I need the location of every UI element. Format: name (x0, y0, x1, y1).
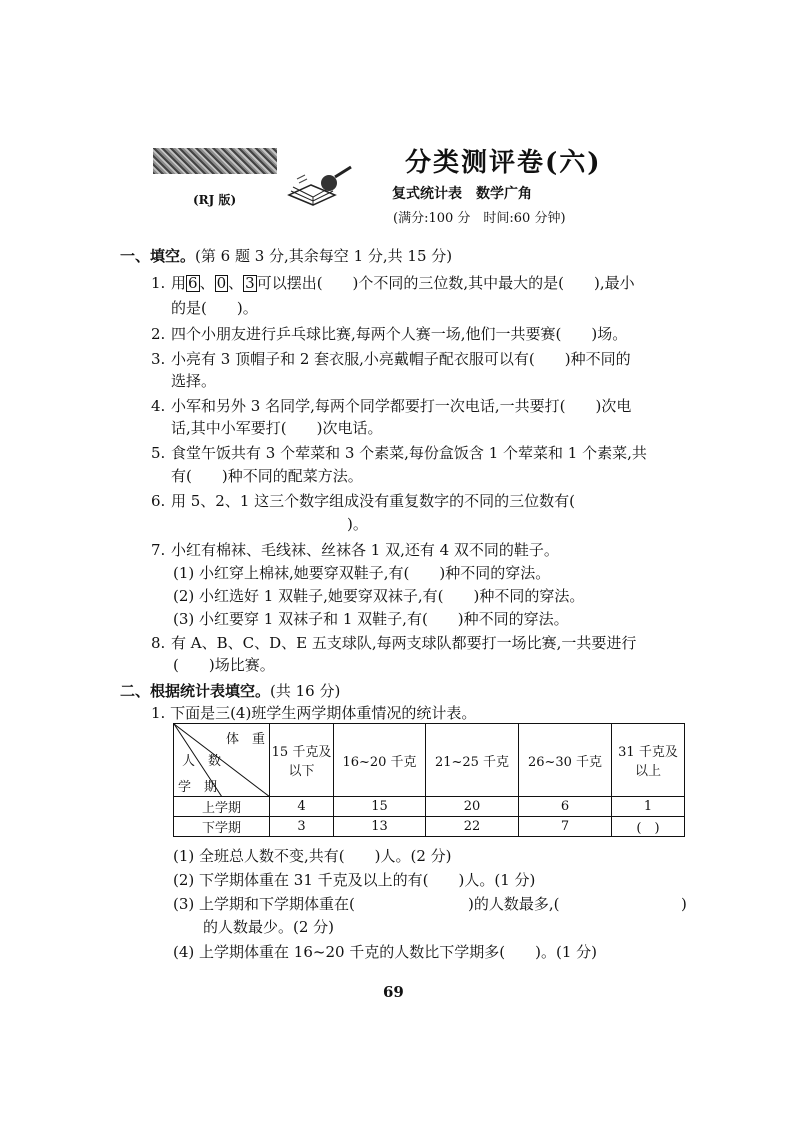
q1-sep-2: 、 (228, 274, 244, 292)
page-subtitle (392, 183, 532, 203)
q1-digit-card-1: 6 (188, 274, 198, 292)
q4-text: 小军和另外 3 名同学,每两个同学都要打一次电话,一共要打( )次电 (171, 397, 632, 415)
s2-sub4: (4) 上学期体重在 16~20 千克的人数比下学期多( )。(1 分) (173, 943, 598, 961)
q3-line1 (151, 349, 631, 369)
q8-text: 有 A、B、C、D、E 五支球队,每两支球队都要打一场比赛,一共要进行 (171, 634, 637, 652)
subtitle-stat-table: 复式统计表 (392, 186, 462, 202)
q5-number: 5. (151, 444, 166, 462)
q5-line2: 有( )种不同的配菜方法。 (171, 467, 363, 485)
s2-sub3-b: )的人数最多,( (468, 895, 560, 913)
header-cell: 15 千克及以下 (270, 724, 334, 797)
q2-number: 2. (151, 325, 166, 343)
q1-digit-card-3: 3 (245, 274, 255, 292)
table-corner-cell (174, 724, 270, 797)
q1-text-b: 可以摆出( )个不同的三位数,其中最大的是( ),最小 (256, 274, 635, 292)
q1-sep-1: 、 (199, 274, 215, 292)
q6-line1 (151, 491, 575, 511)
q5-line1 (151, 443, 647, 463)
subtitle-math-corner: 数学广角 (476, 186, 532, 202)
table-row (174, 817, 685, 837)
section2-heading (120, 680, 340, 701)
q7-sub1: (1) 小红穿上棉袜,她要穿双鞋子,有( )种不同的穿法。 (173, 564, 551, 582)
q1-number: 1. (151, 274, 166, 292)
q5-text: 食堂午饭共有 3 个荤菜和 3 个素菜,每份盒饭含 1 个荤菜和 1 个素菜,共 (171, 444, 647, 462)
q1-text-a: 用 (171, 274, 187, 292)
corner-weight-label: 体 重 (225, 732, 265, 747)
edition-label: (RJ 版) (193, 193, 237, 207)
q7-sub2: (2) 小红选好 1 双鞋子,她要穿双袜子,有( )种不同的穿法。 (173, 587, 585, 605)
q3-text: 小亮有 3 顶帽子和 2 套衣服,小亮戴帽子配衣服可以有( )种不同的 (171, 350, 631, 368)
s2-sub3-a: (3) 上学期和下学期体重在( (173, 895, 355, 913)
row-term-cell: 下学期 (174, 817, 270, 837)
table-row (174, 797, 685, 817)
q4-line2: 话,其中小军要打( )次电话。 (171, 419, 383, 437)
header-cell: 31 千克及以上 (612, 724, 685, 797)
q8-line2: ( )场比赛。 (173, 656, 275, 674)
corner-term-label: 学 期 (178, 780, 218, 795)
q1-line2: 的是( )。 (171, 299, 258, 317)
page-title: 分类测评卷(六) (405, 148, 602, 178)
header-cell: 21~25 千克 (426, 724, 519, 797)
section1-note: (第 6 题 3 分,其余每空 1 分,共 15 分) (195, 247, 453, 265)
q1-line1 (151, 273, 635, 293)
weight-stat-table (173, 723, 685, 837)
header-cell: 16~20 千克 (334, 724, 426, 797)
section2-q1-intro: 1. 下面是三(4)班学生两学期体重情况的统计表。 (151, 704, 477, 722)
q7-line1 (151, 540, 559, 560)
q7-number: 7. (151, 541, 166, 559)
table-cell: 6 (519, 797, 612, 817)
corner-people-label: 人 数 (182, 754, 222, 769)
row-term-cell: 上学期 (174, 797, 270, 817)
header-cell: 26~30 千克 (519, 724, 612, 797)
q6-number: 6. (151, 492, 166, 510)
s2-sub1: (1) 全班总人数不变,共有( )人。(2 分) (173, 847, 452, 865)
q7-sub3: (3) 小红要穿 1 双袜子和 1 双鞋子,有( )种不同的穿法。 (173, 610, 569, 628)
table-cell: 4 (270, 797, 334, 817)
q4-number: 4. (151, 397, 166, 415)
page-number: 69 (383, 983, 404, 1001)
q8-number: 8. (151, 634, 166, 652)
q4-line1 (151, 396, 631, 416)
table-cell: ( ) (612, 817, 685, 837)
section2-note: (共 16 分) (270, 682, 341, 700)
table-cell: 7 (519, 817, 612, 837)
table-cell: 3 (270, 817, 334, 837)
q8-line1 (151, 633, 636, 653)
q6-line2: )。 (347, 515, 368, 533)
q1-digit-card-2: 0 (216, 274, 227, 292)
table-header-row (174, 724, 685, 797)
section1-heading-text: 一、填空。 (120, 247, 196, 265)
q3-number: 3. (151, 350, 166, 368)
section1-heading (120, 245, 452, 266)
q2-line1 (151, 324, 627, 344)
table-cell: 20 (426, 797, 519, 817)
header-texture-bar (153, 148, 277, 174)
table-cell: 15 (334, 797, 426, 817)
q6-text: 用 5、2、1 这三个数字组成没有重复数字的不同的三位数有( (171, 492, 576, 510)
section2-heading-text: 二、根据统计表填空。 (120, 682, 271, 700)
exam-meta: (满分:100 分 时间:60 分钟) (393, 211, 566, 226)
book-pen-illustration-icon (285, 165, 355, 217)
table-cell: 13 (334, 817, 426, 837)
s2-sub3-d: 的人数最少。(2 分) (203, 918, 335, 936)
q7-text: 小红有棉袜、毛线袜、丝袜各 1 双,还有 4 双不同的鞋子。 (171, 541, 559, 559)
table-cell: 1 (612, 797, 685, 817)
s2-sub2: (2) 下学期体重在 31 千克及以上的有( )人。(1 分) (173, 871, 536, 889)
table-cell: 22 (426, 817, 519, 837)
q2-text: 四个小朋友进行乒乓球比赛,每两个人赛一场,他们一共要赛( )场。 (171, 325, 628, 343)
q3-line2: 选择。 (171, 372, 217, 390)
s2-sub3-c: ) (681, 895, 687, 913)
